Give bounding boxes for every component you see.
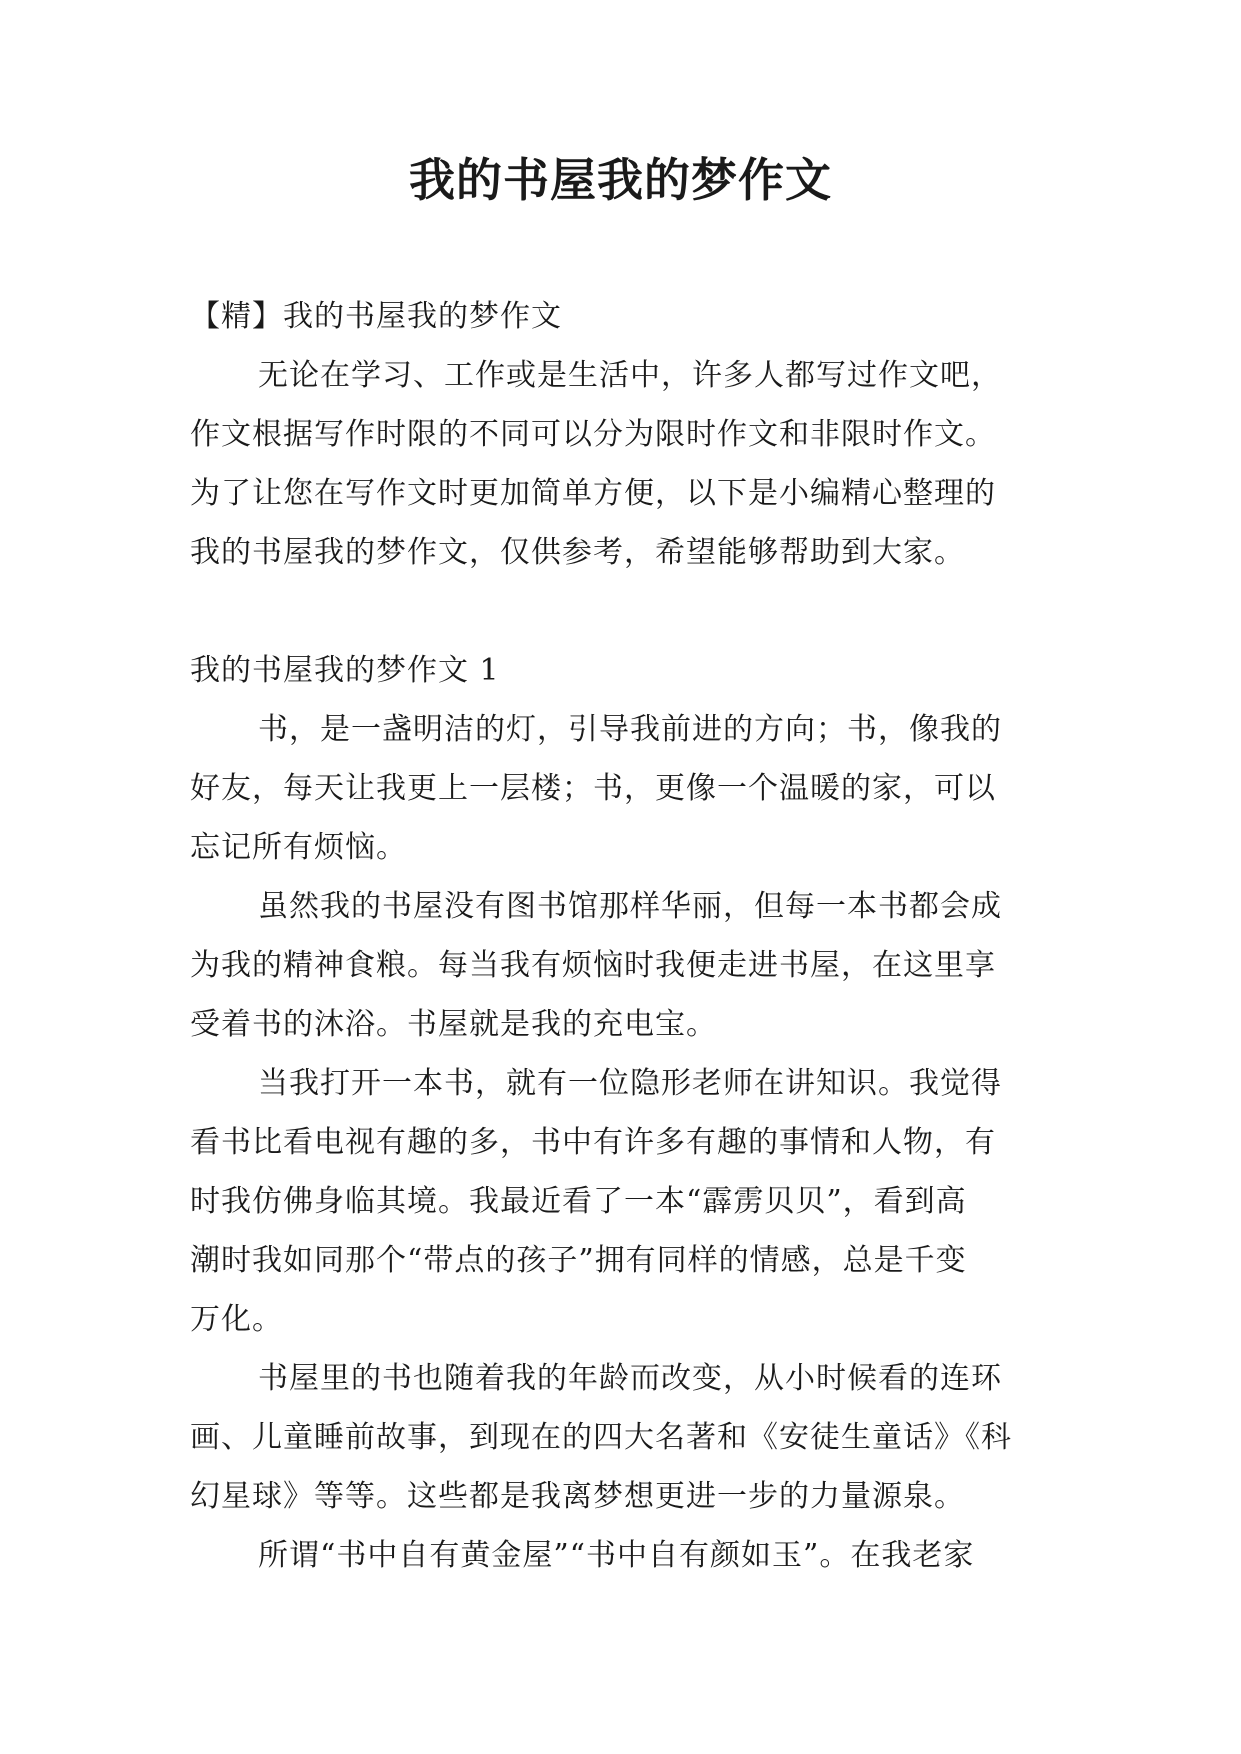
paragraph-line: 时我仿佛身临其境。我最近看了一本“霹雳贝贝”，看到高 [190,1184,967,1219]
paragraph [190,700,1060,877]
paragraph-line: 虽然我的书屋没有图书馆那样华丽，但每一本书都会成 [258,889,1002,924]
paragraph-line: 作文根据写作时限的不同可以分为限时作文和非限时作文。 [190,417,996,452]
paragraph [190,1526,1060,1585]
paragraph-line: 万化。 [190,1302,283,1337]
paragraph-line: 好友，每天让我更上一层楼；书，更像一个温暖的家，可以 [190,771,996,806]
paragraph-line: 无论在学习、工作或是生活中，许多人都写过作文吧， [258,358,1002,393]
paragraph-line: 幻星球》等等。这些都是我离梦想更进一步的力量源泉。 [190,1479,965,1514]
document-subtitle: 【精】我的书屋我的梦作文 [190,299,562,334]
paragraph [190,1054,1060,1349]
paragraph-line: 书屋里的书也随着我的年龄而改变，从小时候看的连环 [258,1361,1002,1396]
paragraph-line: 画、儿童睡前故事，到现在的四大名著和《安徒生童话》《科 [190,1420,1012,1455]
paragraph-line: 受着书的沐浴。书屋就是我的充电宝。 [190,1007,717,1042]
paragraph-line: 看书比看电视有趣的多，书中有许多有趣的事情和人物，有 [190,1125,996,1160]
section-heading: 我的书屋我的梦作文 1 [190,653,500,688]
document-title: 我的书屋我的梦作文 [409,153,832,207]
paragraph [190,877,1060,1054]
paragraph-line: 当我打开一本书，就有一位隐形老师在讲知识。我觉得 [258,1066,1002,1101]
paragraph-line: 忘记所有烦恼。 [190,830,407,865]
paragraph-line: 潮时我如同那个“带点的孩子”拥有同样的情感，总是千变 [190,1243,967,1278]
paragraph-line: 书，是一盏明洁的灯，引导我前进的方向；书，像我的 [258,712,1002,747]
paragraph-line: 为了让您在写作文时更加简单方便，以下是小编精心整理的 [190,476,996,511]
document-body [190,287,1060,1585]
intro-paragraph [190,346,1060,582]
paragraph-line: 为我的精神食粮。每当我有烦恼时我便走进书屋，在这里享 [190,948,996,983]
paragraph-line: 我的书屋我的梦作文，仅供参考，希望能够帮助到大家。 [190,535,965,570]
paragraph-line: 所谓“书中自有黄金屋”“书中自有颜如玉”。在我老家 [258,1538,975,1573]
paragraph [190,1349,1060,1526]
blank-line [190,582,1060,641]
